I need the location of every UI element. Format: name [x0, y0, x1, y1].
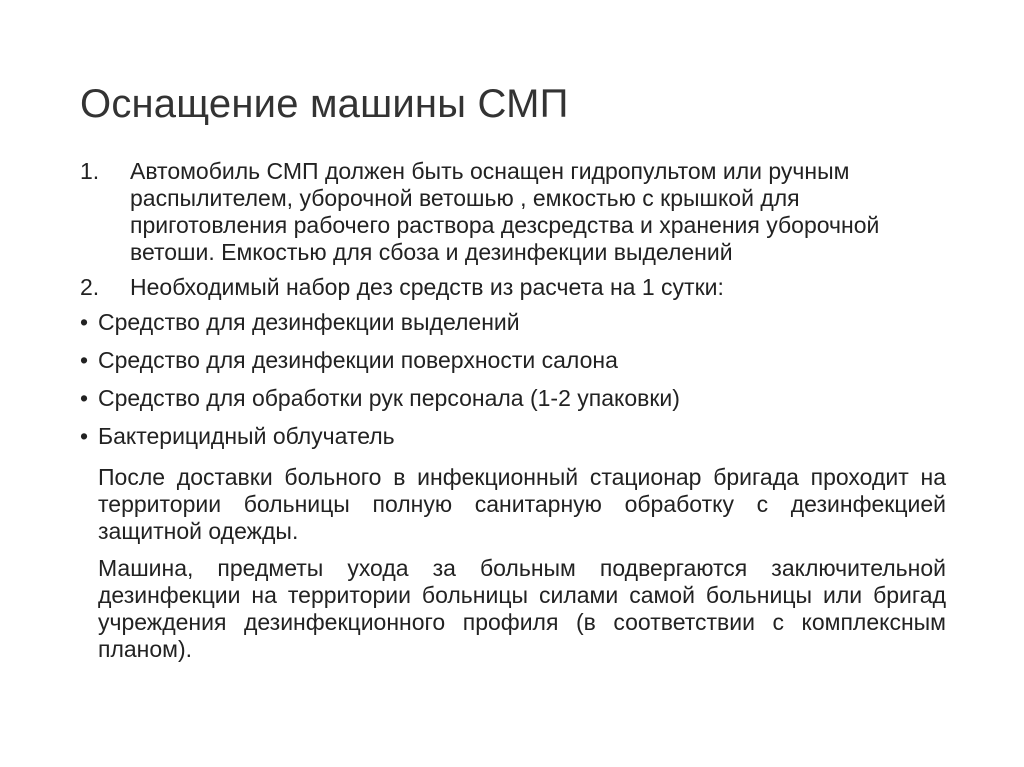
bullet-icon: • — [80, 347, 89, 373]
bullet-text: Бактерицидный облучатель — [98, 423, 395, 449]
numbered-item-text: Необходимый набор дез средств из расчета на 1 сутки: — [130, 274, 724, 300]
bullet-item — [80, 309, 946, 336]
bullet-text: Средство для дезинфекции поверхности салона — [98, 347, 618, 373]
bullet-icon: • — [80, 423, 89, 449]
bullet-item — [80, 385, 946, 412]
list-number: 2. — [80, 274, 100, 300]
numbered-item-1 — [80, 158, 946, 266]
bullet-text: Средство для обработки рук персонала (1-2 упаковки) — [98, 385, 680, 411]
numbered-item-2 — [80, 274, 946, 301]
paragraph: Машина, предметы ухода за больным подвергаются заключительной дезинфекции на территории больницы силами самой больницы или бригад учреждения дезинфекционного профиля (в соответствии с комплексным планом). — [98, 555, 946, 662]
bullet-text: Средство для дезинфекции выделений — [98, 309, 520, 335]
bullet-item — [80, 347, 946, 374]
bullet-item — [80, 423, 946, 450]
bullet-icon: • — [80, 385, 89, 411]
slide-title: Оснащение машины СМП — [80, 82, 569, 126]
list-number: 1. — [80, 158, 100, 184]
numbered-item-text: Автомобиль СМП должен быть оснащен гидропультом или ручным распылителем, уборочной ветошью , емкостью с крышкой для приготовления рабочего раствора дезсредства и хранения уборочной ветоши. Емкостью для сбоза и дезинфекции выделений — [130, 158, 880, 265]
paragraph: После доставки больного в инфекционный стационар бригада проходит на территории больницы полную санитарную обработку с дезинфекцией защитной одежды. — [98, 464, 946, 544]
bullet-icon: • — [80, 309, 89, 335]
slide-body — [80, 158, 946, 673]
bullet-list — [80, 309, 946, 450]
